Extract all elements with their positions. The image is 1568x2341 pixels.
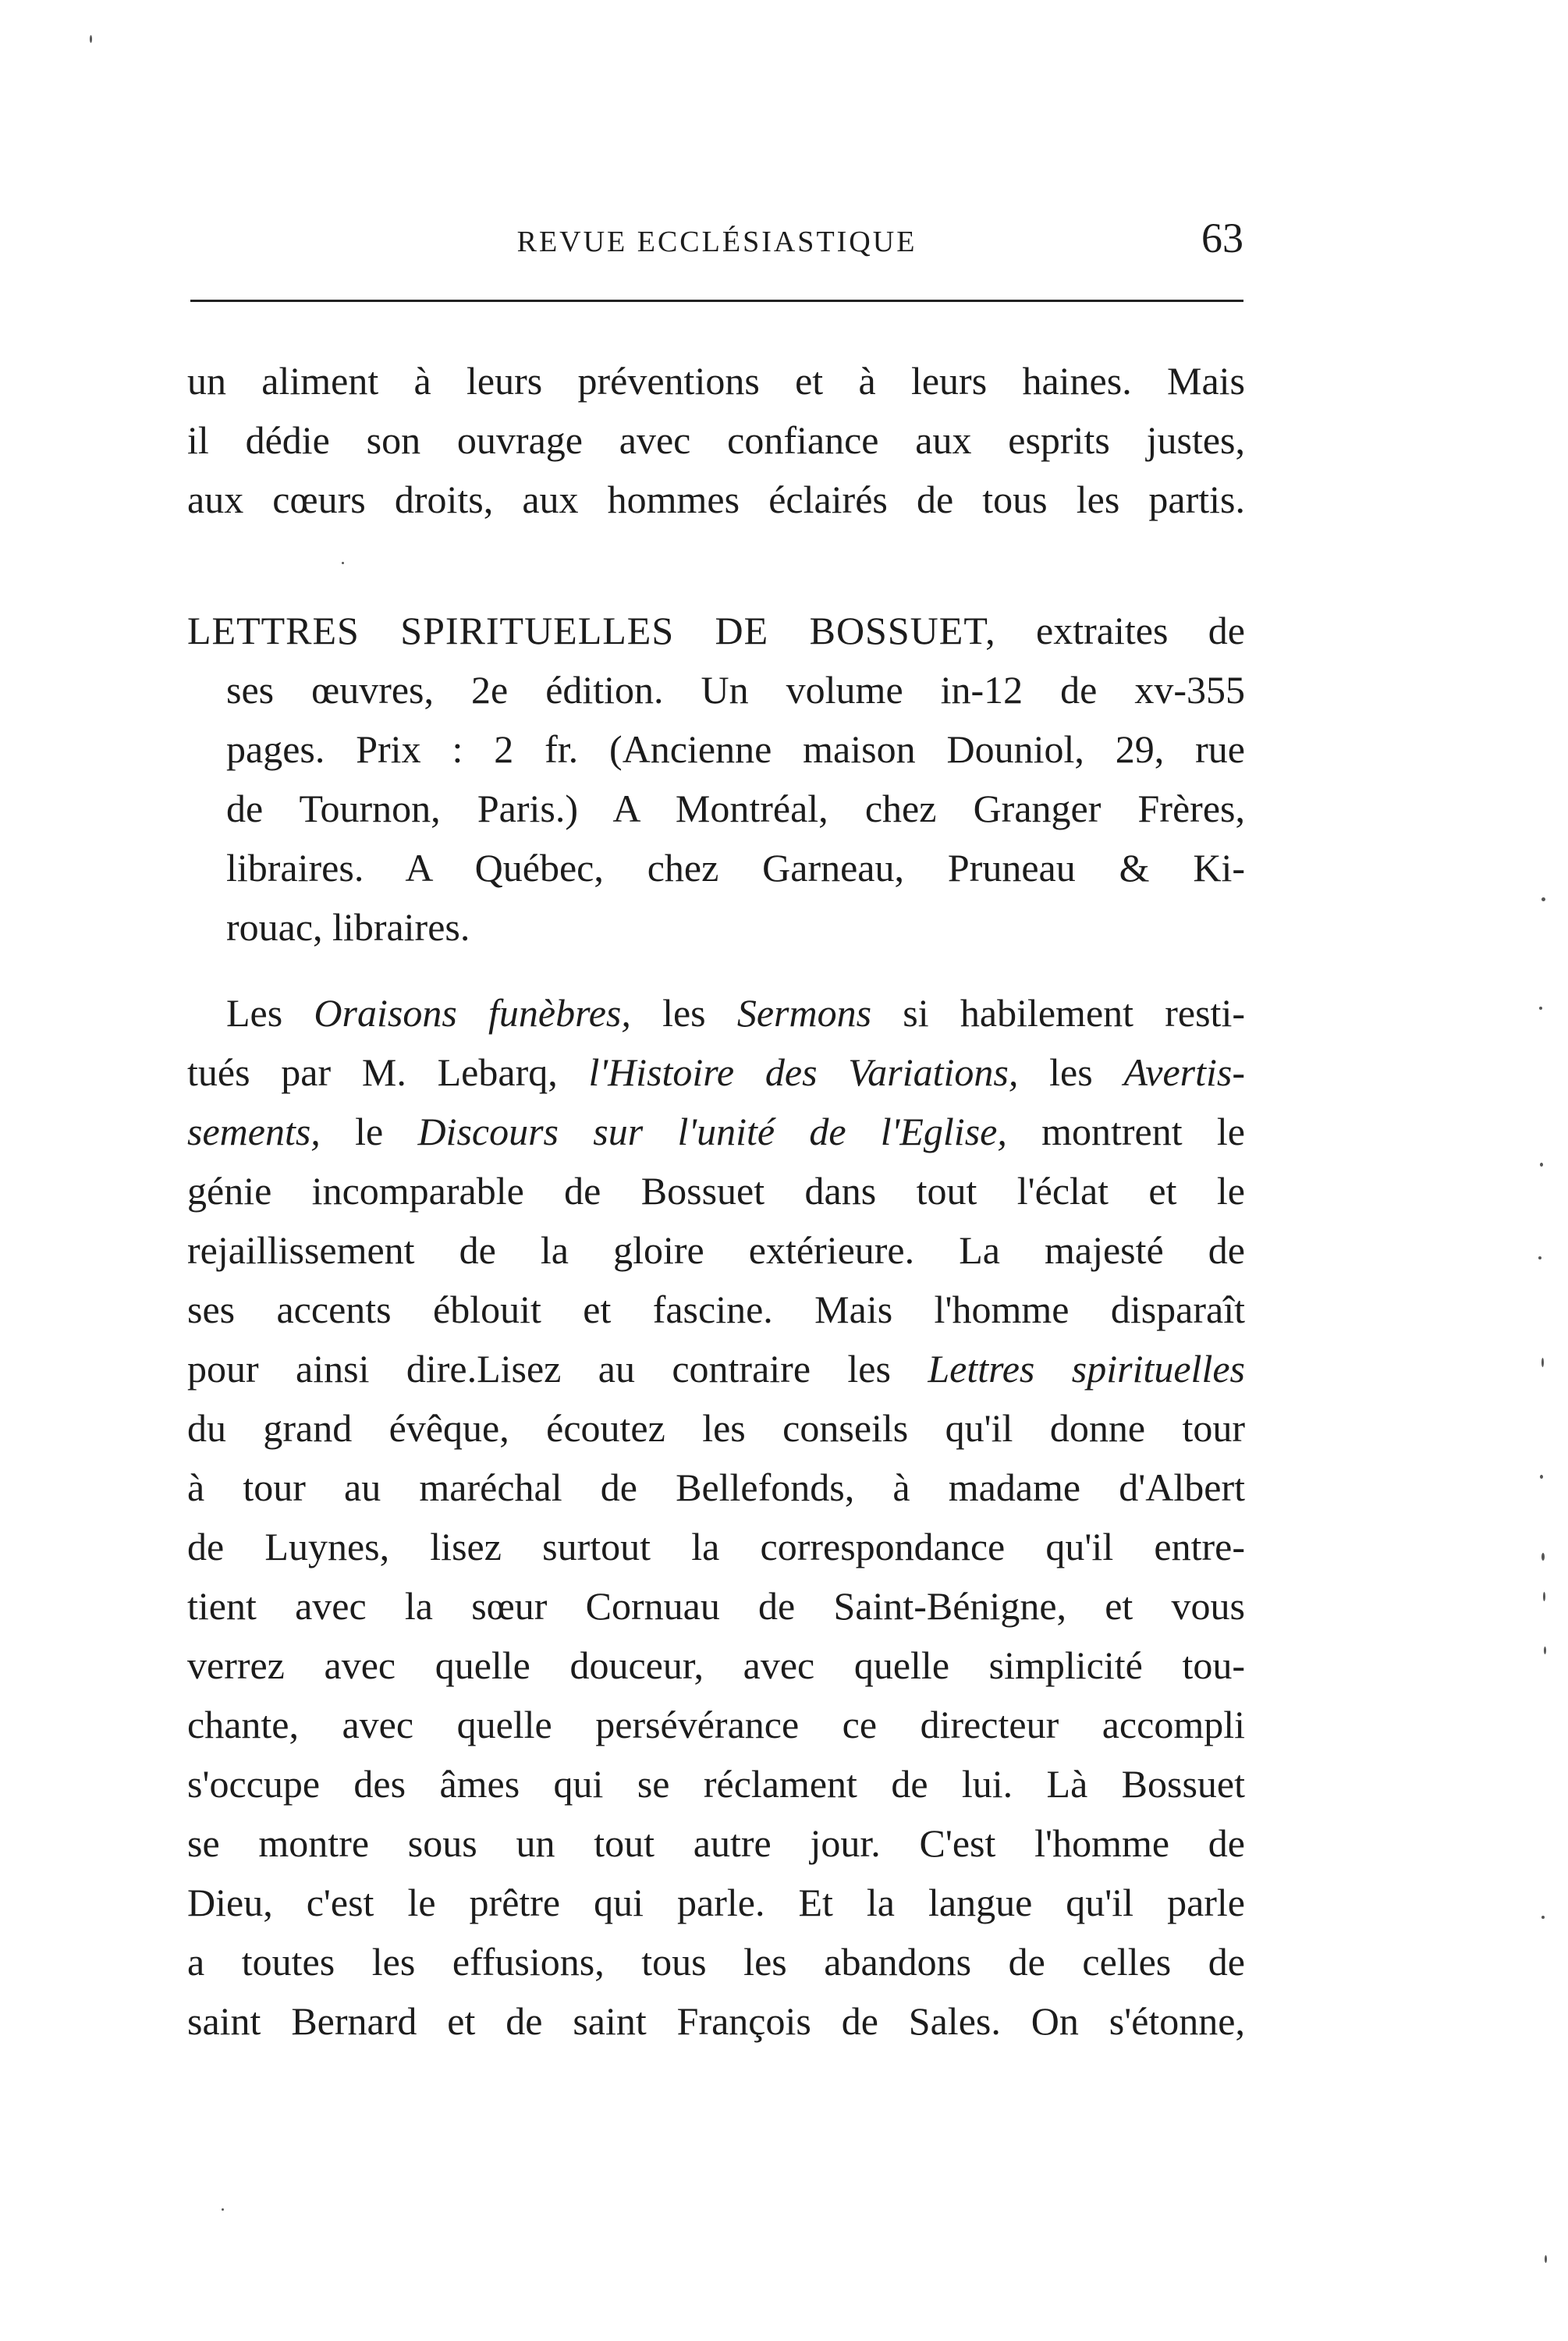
italic-title: Discours sur l'unité de l'Eglise, bbox=[417, 1110, 1007, 1153]
scan-speck bbox=[1543, 1592, 1545, 1601]
text-line: Dieu, c'est le prêtre qui parle. Et la langue qu'il parle bbox=[187, 1881, 1245, 1924]
text-fragment: extraites de bbox=[995, 609, 1245, 652]
text-fragment: montrent le bbox=[1006, 1110, 1245, 1153]
scan-speck bbox=[222, 2208, 224, 2211]
text-line bbox=[187, 1339, 1245, 1398]
book-notice-first-line bbox=[187, 601, 1245, 660]
text-line: ses accents éblouit et fascine. Mais l'homme disparaît bbox=[187, 1288, 1245, 1331]
scan-speck bbox=[1545, 2255, 1547, 2263]
text-line bbox=[187, 1043, 1245, 1102]
scan-speck bbox=[1540, 1475, 1543, 1479]
text-fragment: Les bbox=[226, 991, 314, 1035]
page-number: 63 bbox=[1201, 215, 1243, 261]
scan-speck bbox=[342, 562, 344, 564]
text-line: rouac, libraires. bbox=[226, 905, 470, 949]
italic-title: Avertis- bbox=[1123, 1050, 1245, 1094]
text-line: a toutes les effusions, tous les abandons de celles de bbox=[187, 1940, 1245, 1984]
book-notice bbox=[187, 601, 1245, 957]
text-line: verrez avec quelle douceur, avec quelle simplicité tou- bbox=[187, 1643, 1245, 1687]
italic-title: l'Histoire des Variations, bbox=[588, 1050, 1019, 1094]
scan-speck bbox=[1541, 897, 1545, 901]
scan-speck bbox=[1541, 1553, 1545, 1561]
header-rule bbox=[190, 300, 1243, 302]
text-line: saint Bernard et de saint François de Sales. On s'étonne, bbox=[187, 1999, 1245, 2043]
text-line: chante, avec quelle persévérance ce directeur accompli bbox=[187, 1703, 1245, 1746]
review-paragraph bbox=[187, 983, 1245, 2051]
text-line: ses œuvres, 2e édition. Un volume in-12 de xv-355 bbox=[226, 668, 1245, 712]
scan-speck bbox=[90, 35, 92, 43]
text-line: un aliment à leurs préventions et à leurs haines. Mais bbox=[187, 359, 1245, 403]
paragraph-continuation bbox=[187, 351, 1245, 529]
running-head bbox=[190, 211, 1243, 273]
text-line: se montre sous un tout autre jour. C'est l'homme de bbox=[187, 1821, 1245, 1865]
scan-speck bbox=[1538, 1256, 1541, 1259]
text-line bbox=[187, 1102, 1245, 1161]
text-line: à tour au maréchal de Bellefonds, à madame d'Albert bbox=[187, 1465, 1245, 1509]
text-line: du grand évêque, écoutez les conseils qu'il donne tour bbox=[187, 1406, 1245, 1450]
italic-title: Sermons bbox=[736, 991, 872, 1035]
text-line bbox=[187, 983, 1245, 1043]
text-fragment: les bbox=[1018, 1050, 1124, 1094]
text-line: s'occupe des âmes qui se réclament de lui. Là Bossuet bbox=[187, 1762, 1245, 1806]
text-fragment: tués par M. Lebarq, bbox=[187, 1050, 589, 1094]
text-fragment: pour ainsi dire.Lisez au contraire les bbox=[187, 1347, 928, 1391]
text-line: aux cœurs droits, aux hommes éclairés de tous les partis. bbox=[187, 478, 1245, 521]
text-line: génie incomparable de Bossuet dans tout l'éclat et le bbox=[187, 1169, 1245, 1213]
scan-speck bbox=[1541, 1916, 1545, 1919]
text-fragment: si habilement resti- bbox=[871, 991, 1245, 1035]
italic-title: Lettres spirituelles bbox=[928, 1347, 1245, 1391]
scan-speck bbox=[1540, 1163, 1543, 1167]
scan-speck bbox=[1539, 1007, 1542, 1010]
book-title: LETTRES SPIRITUELLES DE BOSSUET, bbox=[187, 609, 996, 652]
italic-title: sements, bbox=[187, 1110, 321, 1153]
scan-speck bbox=[1544, 1647, 1546, 1654]
text-fragment: le bbox=[320, 1110, 418, 1153]
text-line: tient avec la sœur Cornuau de Saint-Bénigne, et vous bbox=[187, 1584, 1245, 1628]
text-line: pages. Prix : 2 fr. (Ancienne maison Douniol, 29, rue bbox=[226, 727, 1245, 771]
text-line: libraires. A Québec, chez Garneau, Pruneau & Ki- bbox=[226, 846, 1245, 890]
text-line: de Luynes, lisez surtout la correspondance qu'il entre- bbox=[187, 1525, 1245, 1568]
scan-speck bbox=[1541, 1358, 1544, 1367]
text-line: il dédie son ouvrage avec confiance aux esprits justes, bbox=[187, 418, 1245, 462]
text-fragment: les bbox=[630, 991, 737, 1035]
running-title: REVUE ECCLÉSIASTIQUE bbox=[516, 226, 917, 258]
text-line: rejaillissement de la gloire extérieure. La majesté de bbox=[187, 1228, 1245, 1272]
text-line: de Tournon, Paris.) A Montréal, chez Granger Frères, bbox=[226, 787, 1245, 830]
italic-title: Oraisons funèbres, bbox=[314, 991, 631, 1035]
